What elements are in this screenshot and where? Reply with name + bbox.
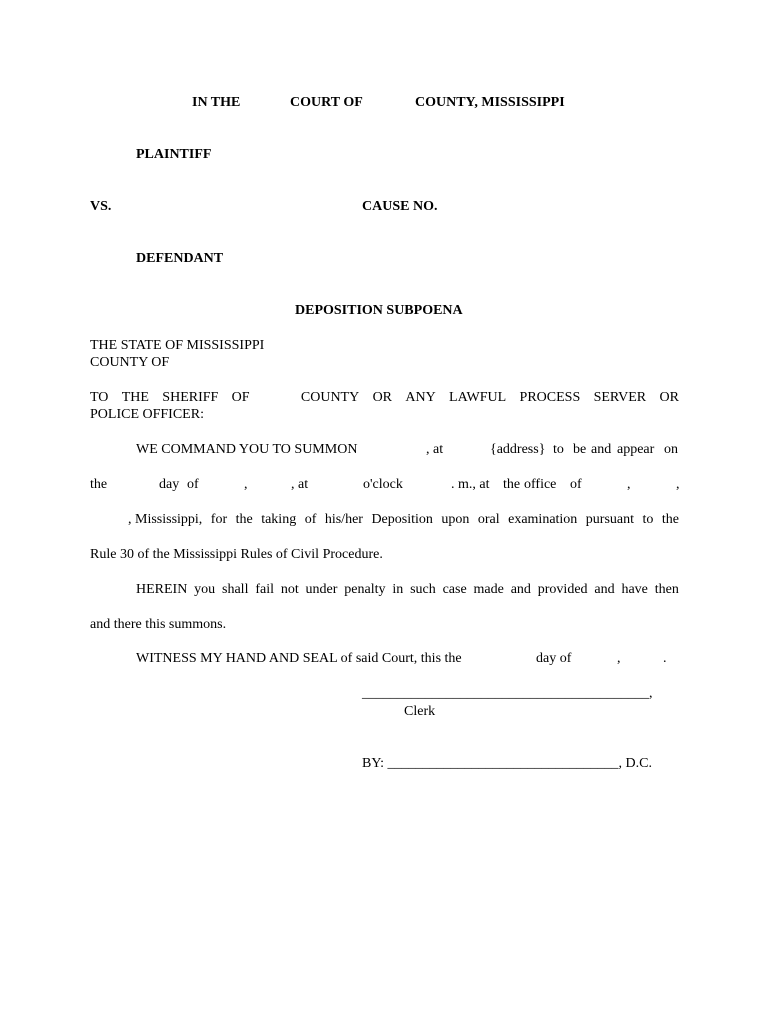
caption-county-state: COUNTY, MISSISSIPPI [415, 95, 565, 110]
to-line: TO THE SHERIFF OF COUNTY OR ANY LAWFUL PROCESS SERVER OR [90, 390, 679, 405]
witness-clause: WITNESS MY HAND AND SEAL of said Court, this the [136, 651, 462, 666]
document-title: DEPOSITION SUBPOENA [295, 303, 463, 318]
caption-in-the: IN THE [192, 95, 241, 110]
clerk-signature-line: _________________________________________, [362, 686, 653, 701]
venue-state: THE STATE OF MISSISSIPPI [90, 338, 265, 353]
venue-county: COUNTY OF [90, 355, 170, 370]
rule-reference: Rule 30 of the Mississippi Rules of Civil Procedure. [90, 547, 383, 562]
command-at: , at [426, 442, 444, 457]
body-line-3: , Mississippi, for the taking of his/her Deposition upon oral examination pursuant to the [128, 512, 679, 527]
deputy-signature-line: BY: _________________________________, D.C. [362, 756, 653, 771]
caption-defendant: DEFENDANT [136, 251, 224, 266]
to-line-continued: POLICE OFFICER: [90, 407, 204, 422]
caption-court-of: COURT OF [290, 95, 363, 110]
command-phrase: WE COMMAND YOU TO SUMMON [136, 442, 358, 457]
herein-line-2: and there this summons. [90, 617, 227, 632]
caption-vs: VS. [90, 199, 112, 214]
caption-plaintiff: PLAINTIFF [136, 147, 212, 162]
command-address: {address} [490, 442, 546, 457]
clerk-label: Clerk [404, 704, 436, 719]
document-page: IN THE COURT OF COUNTY, MISSISSIPPI PLAINTIFF VS. CAUSE NO. DEFENDANT DEPOSITION SUBPOENA THE STATE OF MISSISSIPPI COUNTY OF TO THE SHERIFF OF COUNTY OR ANY LAWFUL PROCESS SERVER OR POLICE OFFICER: WE COMMAND YOU TO SUMMON , at {address} to be and appear on the day of , , at o'clock . m., at the office of , , , Mississippi, for the taking of his/her Deposition upon oral examination pursuant to the Rule 30 of the Mississippi Rules of Civil Procedure. HEREIN you shall fail not under penalty in such case made and provided and have then and there this summons. WITNESS MY HAND AND SEAL of said Court, this the day of , . _________________________________________, Clerk BY: _________________________________, D.C. [0, 0, 770, 1024]
herein-line-1: HEREIN you shall fail not under penalty in such case made and provided and have then [136, 582, 679, 597]
caption-cause-no: CAUSE NO. [362, 199, 438, 214]
